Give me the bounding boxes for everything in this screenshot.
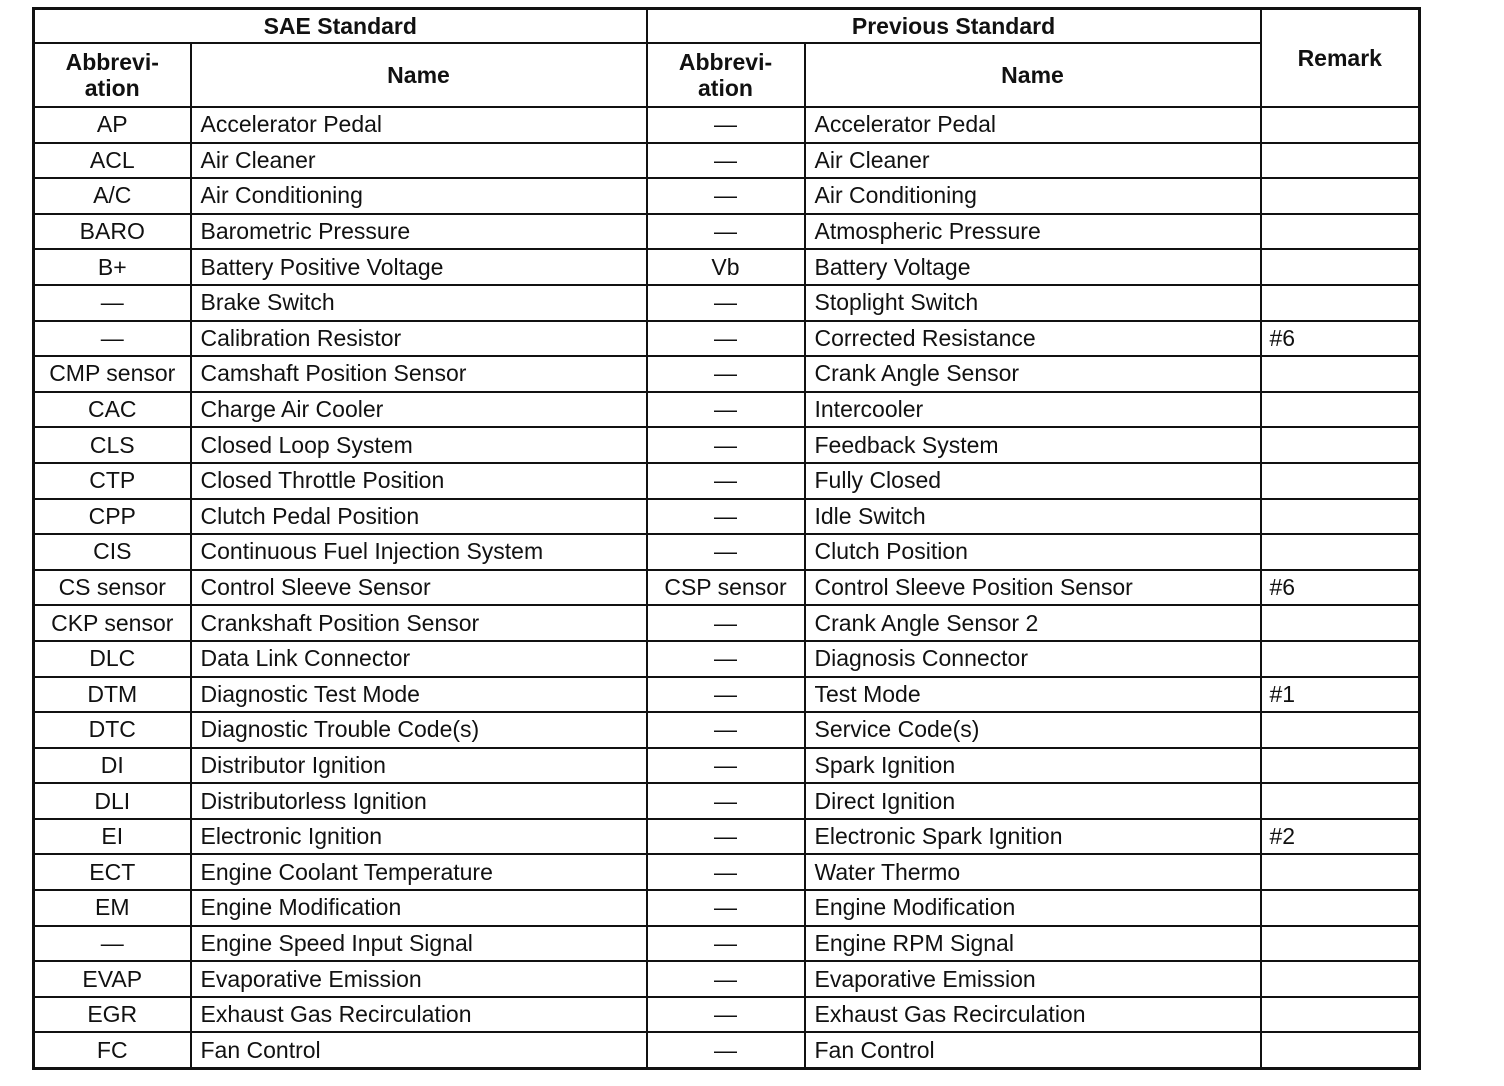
- previous-name-cell: Air Cleaner: [805, 143, 1261, 179]
- sae-abbreviation-cell: DTM: [34, 677, 191, 713]
- remark-cell: [1261, 463, 1420, 499]
- sae-abbreviation-cell: FC: [34, 1032, 191, 1068]
- previous-name-cell: Direct Ignition: [805, 783, 1261, 819]
- previous-name-cell: Water Thermo: [805, 854, 1261, 890]
- abbreviation-table: [32, 7, 1421, 1070]
- sub-header-row: [34, 43, 1420, 107]
- remark-cell: [1261, 641, 1420, 677]
- sae-abbreviation-cell: —: [34, 321, 191, 357]
- table-row: [34, 107, 1420, 143]
- previous-abbreviation-cell: —: [647, 143, 805, 179]
- sae-name-cell: Data Link Connector: [191, 641, 647, 677]
- sae-name-cell: Engine Modification: [191, 890, 647, 926]
- sae-name-cell: Brake Switch: [191, 285, 647, 321]
- abbreviation-table-container: [32, 7, 1421, 1070]
- table-row: [34, 570, 1420, 606]
- table-row: [34, 356, 1420, 392]
- remark-cell: [1261, 961, 1420, 997]
- sae-name-header: Name: [191, 43, 647, 107]
- sae-name-cell: Evaporative Emission: [191, 961, 647, 997]
- table-row: [34, 463, 1420, 499]
- previous-abbreviation-cell: —: [647, 997, 805, 1033]
- sae-name-cell: Diagnostic Trouble Code(s): [191, 712, 647, 748]
- remark-cell: #6: [1261, 570, 1420, 606]
- sae-name-cell: Air Conditioning: [191, 178, 647, 214]
- remark-cell: [1261, 890, 1420, 926]
- previous-abbreviation-cell: —: [647, 285, 805, 321]
- previous-abbreviation-cell: —: [647, 392, 805, 428]
- sae-abbreviation-cell: DLC: [34, 641, 191, 677]
- previous-abbreviation-cell: —: [647, 783, 805, 819]
- table-row: [34, 534, 1420, 570]
- sae-name-cell: Calibration Resistor: [191, 321, 647, 357]
- table-row: [34, 819, 1420, 855]
- sae-abbreviation-cell: EI: [34, 819, 191, 855]
- table-row: [34, 677, 1420, 713]
- sae-abbreviation-cell: B+: [34, 249, 191, 285]
- remark-cell: [1261, 214, 1420, 250]
- previous-name-cell: Clutch Position: [805, 534, 1261, 570]
- sae-name-cell: Air Cleaner: [191, 143, 647, 179]
- remark-cell: #1: [1261, 677, 1420, 713]
- table-row: [34, 143, 1420, 179]
- previous-name-cell: Feedback System: [805, 427, 1261, 463]
- previous-abbreviation-cell: —: [647, 499, 805, 535]
- sae-abbreviation-cell: —: [34, 285, 191, 321]
- sae-name-cell: Clutch Pedal Position: [191, 499, 647, 535]
- previous-abbreviation-cell: —: [647, 854, 805, 890]
- remark-cell: [1261, 392, 1420, 428]
- previous-abbreviation-cell: —: [647, 712, 805, 748]
- previous-name-cell: Idle Switch: [805, 499, 1261, 535]
- remark-cell: #2: [1261, 819, 1420, 855]
- previous-name-cell: Evaporative Emission: [805, 961, 1261, 997]
- sae-abbreviation-cell: CLS: [34, 427, 191, 463]
- sae-name-cell: Crankshaft Position Sensor: [191, 605, 647, 641]
- table-row: [34, 854, 1420, 890]
- remark-cell: [1261, 926, 1420, 962]
- sae-abbreviation-cell: EM: [34, 890, 191, 926]
- previous-abbreviation-cell: —: [647, 748, 805, 784]
- sae-abbreviation-cell: CMP sensor: [34, 356, 191, 392]
- previous-name-cell: Accelerator Pedal: [805, 107, 1261, 143]
- previous-name-cell: Fully Closed: [805, 463, 1261, 499]
- sae-abbreviation-cell: AP: [34, 107, 191, 143]
- previous-abbreviation-cell: —: [647, 926, 805, 962]
- table-row: [34, 499, 1420, 535]
- previous-name-cell: Stoplight Switch: [805, 285, 1261, 321]
- previous-abbreviation-header: Abbrevi- ation: [647, 43, 805, 107]
- sae-name-cell: Barometric Pressure: [191, 214, 647, 250]
- previous-abbreviation-cell: —: [647, 107, 805, 143]
- previous-abbreviation-cell: —: [647, 1032, 805, 1068]
- remark-cell: [1261, 748, 1420, 784]
- previous-abbreviation-cell: —: [647, 819, 805, 855]
- remark-cell: [1261, 605, 1420, 641]
- remark-cell: [1261, 712, 1420, 748]
- table-row: [34, 997, 1420, 1033]
- sae-name-cell: Closed Loop System: [191, 427, 647, 463]
- previous-name-cell: Control Sleeve Position Sensor: [805, 570, 1261, 606]
- table-row: [34, 392, 1420, 428]
- sae-abbreviation-cell: BARO: [34, 214, 191, 250]
- previous-name-cell: Diagnosis Connector: [805, 641, 1261, 677]
- remark-cell: [1261, 1032, 1420, 1068]
- table-body: [34, 107, 1420, 1069]
- sae-abbreviation-cell: CS sensor: [34, 570, 191, 606]
- sae-abbreviation-cell: DTC: [34, 712, 191, 748]
- table-row: [34, 926, 1420, 962]
- remark-cell: [1261, 534, 1420, 570]
- previous-abbreviation-cell: —: [647, 605, 805, 641]
- sae-name-cell: Electronic Ignition: [191, 819, 647, 855]
- previous-name-cell: Engine Modification: [805, 890, 1261, 926]
- sae-abbreviation-header: Abbrevi- ation: [34, 43, 191, 107]
- table-row: [34, 178, 1420, 214]
- sae-name-cell: Engine Coolant Temperature: [191, 854, 647, 890]
- previous-abbreviation-cell: —: [647, 534, 805, 570]
- previous-name-cell: Fan Control: [805, 1032, 1261, 1068]
- sae-name-cell: Control Sleeve Sensor: [191, 570, 647, 606]
- sae-abbreviation-cell: EGR: [34, 997, 191, 1033]
- previous-abbreviation-cell: —: [647, 463, 805, 499]
- previous-name-cell: Battery Voltage: [805, 249, 1261, 285]
- group-header-row: [34, 9, 1420, 44]
- sae-name-cell: Charge Air Cooler: [191, 392, 647, 428]
- remark-cell: [1261, 356, 1420, 392]
- previous-standard-header: Previous Standard: [647, 9, 1261, 44]
- remark-header: Remark: [1261, 9, 1420, 108]
- remark-cell: [1261, 499, 1420, 535]
- previous-name-cell: Intercooler: [805, 392, 1261, 428]
- sae-abbreviation-cell: CIS: [34, 534, 191, 570]
- sae-abbreviation-cell: CAC: [34, 392, 191, 428]
- sae-name-cell: Battery Positive Voltage: [191, 249, 647, 285]
- previous-name-cell: Corrected Resistance: [805, 321, 1261, 357]
- sae-name-cell: Closed Throttle Position: [191, 463, 647, 499]
- previous-abbreviation-cell: —: [647, 641, 805, 677]
- previous-abbreviation-cell: —: [647, 356, 805, 392]
- previous-abbreviation-cell: —: [647, 677, 805, 713]
- table-row: [34, 249, 1420, 285]
- table-row: [34, 890, 1420, 926]
- sae-abbreviation-cell: A/C: [34, 178, 191, 214]
- sae-name-cell: Exhaust Gas Recirculation: [191, 997, 647, 1033]
- sae-abbreviation-cell: ECT: [34, 854, 191, 890]
- sae-abbreviation-cell: CPP: [34, 499, 191, 535]
- sae-name-cell: Accelerator Pedal: [191, 107, 647, 143]
- previous-abbreviation-cell: —: [647, 178, 805, 214]
- remark-cell: [1261, 107, 1420, 143]
- table-row: [34, 641, 1420, 677]
- sae-name-cell: Distributorless Ignition: [191, 783, 647, 819]
- sae-abbreviation-cell: CTP: [34, 463, 191, 499]
- remark-cell: [1261, 249, 1420, 285]
- remark-cell: #6: [1261, 321, 1420, 357]
- previous-name-header: Name: [805, 43, 1261, 107]
- table-row: [34, 1032, 1420, 1068]
- previous-name-cell: Atmospheric Pressure: [805, 214, 1261, 250]
- table-row: [34, 321, 1420, 357]
- remark-cell: [1261, 854, 1420, 890]
- sae-abbreviation-cell: DLI: [34, 783, 191, 819]
- previous-abbreviation-cell: CSP sensor: [647, 570, 805, 606]
- table-row: [34, 783, 1420, 819]
- table-row: [34, 961, 1420, 997]
- remark-cell: [1261, 427, 1420, 463]
- sae-name-cell: Camshaft Position Sensor: [191, 356, 647, 392]
- sae-abbreviation-cell: DI: [34, 748, 191, 784]
- remark-cell: [1261, 178, 1420, 214]
- sae-standard-header: SAE Standard: [34, 9, 647, 44]
- previous-name-cell: Service Code(s): [805, 712, 1261, 748]
- previous-name-cell: Exhaust Gas Recirculation: [805, 997, 1261, 1033]
- previous-abbreviation-cell: —: [647, 321, 805, 357]
- previous-abbreviation-cell: —: [647, 890, 805, 926]
- table-row: [34, 214, 1420, 250]
- remark-cell: [1261, 783, 1420, 819]
- remark-cell: [1261, 143, 1420, 179]
- sae-name-cell: Continuous Fuel Injection System: [191, 534, 647, 570]
- table-row: [34, 427, 1420, 463]
- table-row: [34, 605, 1420, 641]
- previous-name-cell: Crank Angle Sensor: [805, 356, 1261, 392]
- sae-abbreviation-cell: —: [34, 926, 191, 962]
- previous-name-cell: Spark Ignition: [805, 748, 1261, 784]
- sae-abbreviation-cell: EVAP: [34, 961, 191, 997]
- table-row: [34, 285, 1420, 321]
- previous-name-cell: Test Mode: [805, 677, 1261, 713]
- sae-abbreviation-cell: ACL: [34, 143, 191, 179]
- remark-cell: [1261, 285, 1420, 321]
- previous-abbreviation-cell: —: [647, 961, 805, 997]
- previous-name-cell: Electronic Spark Ignition: [805, 819, 1261, 855]
- previous-abbreviation-cell: Vb: [647, 249, 805, 285]
- sae-abbreviation-cell: CKP sensor: [34, 605, 191, 641]
- sae-name-cell: Engine Speed Input Signal: [191, 926, 647, 962]
- previous-name-cell: Air Conditioning: [805, 178, 1261, 214]
- sae-name-cell: Diagnostic Test Mode: [191, 677, 647, 713]
- previous-name-cell: Engine RPM Signal: [805, 926, 1261, 962]
- previous-abbreviation-cell: —: [647, 427, 805, 463]
- sae-name-cell: Fan Control: [191, 1032, 647, 1068]
- sae-name-cell: Distributor Ignition: [191, 748, 647, 784]
- table-row: [34, 712, 1420, 748]
- remark-cell: [1261, 997, 1420, 1033]
- previous-name-cell: Crank Angle Sensor 2: [805, 605, 1261, 641]
- previous-abbreviation-cell: —: [647, 214, 805, 250]
- table-row: [34, 748, 1420, 784]
